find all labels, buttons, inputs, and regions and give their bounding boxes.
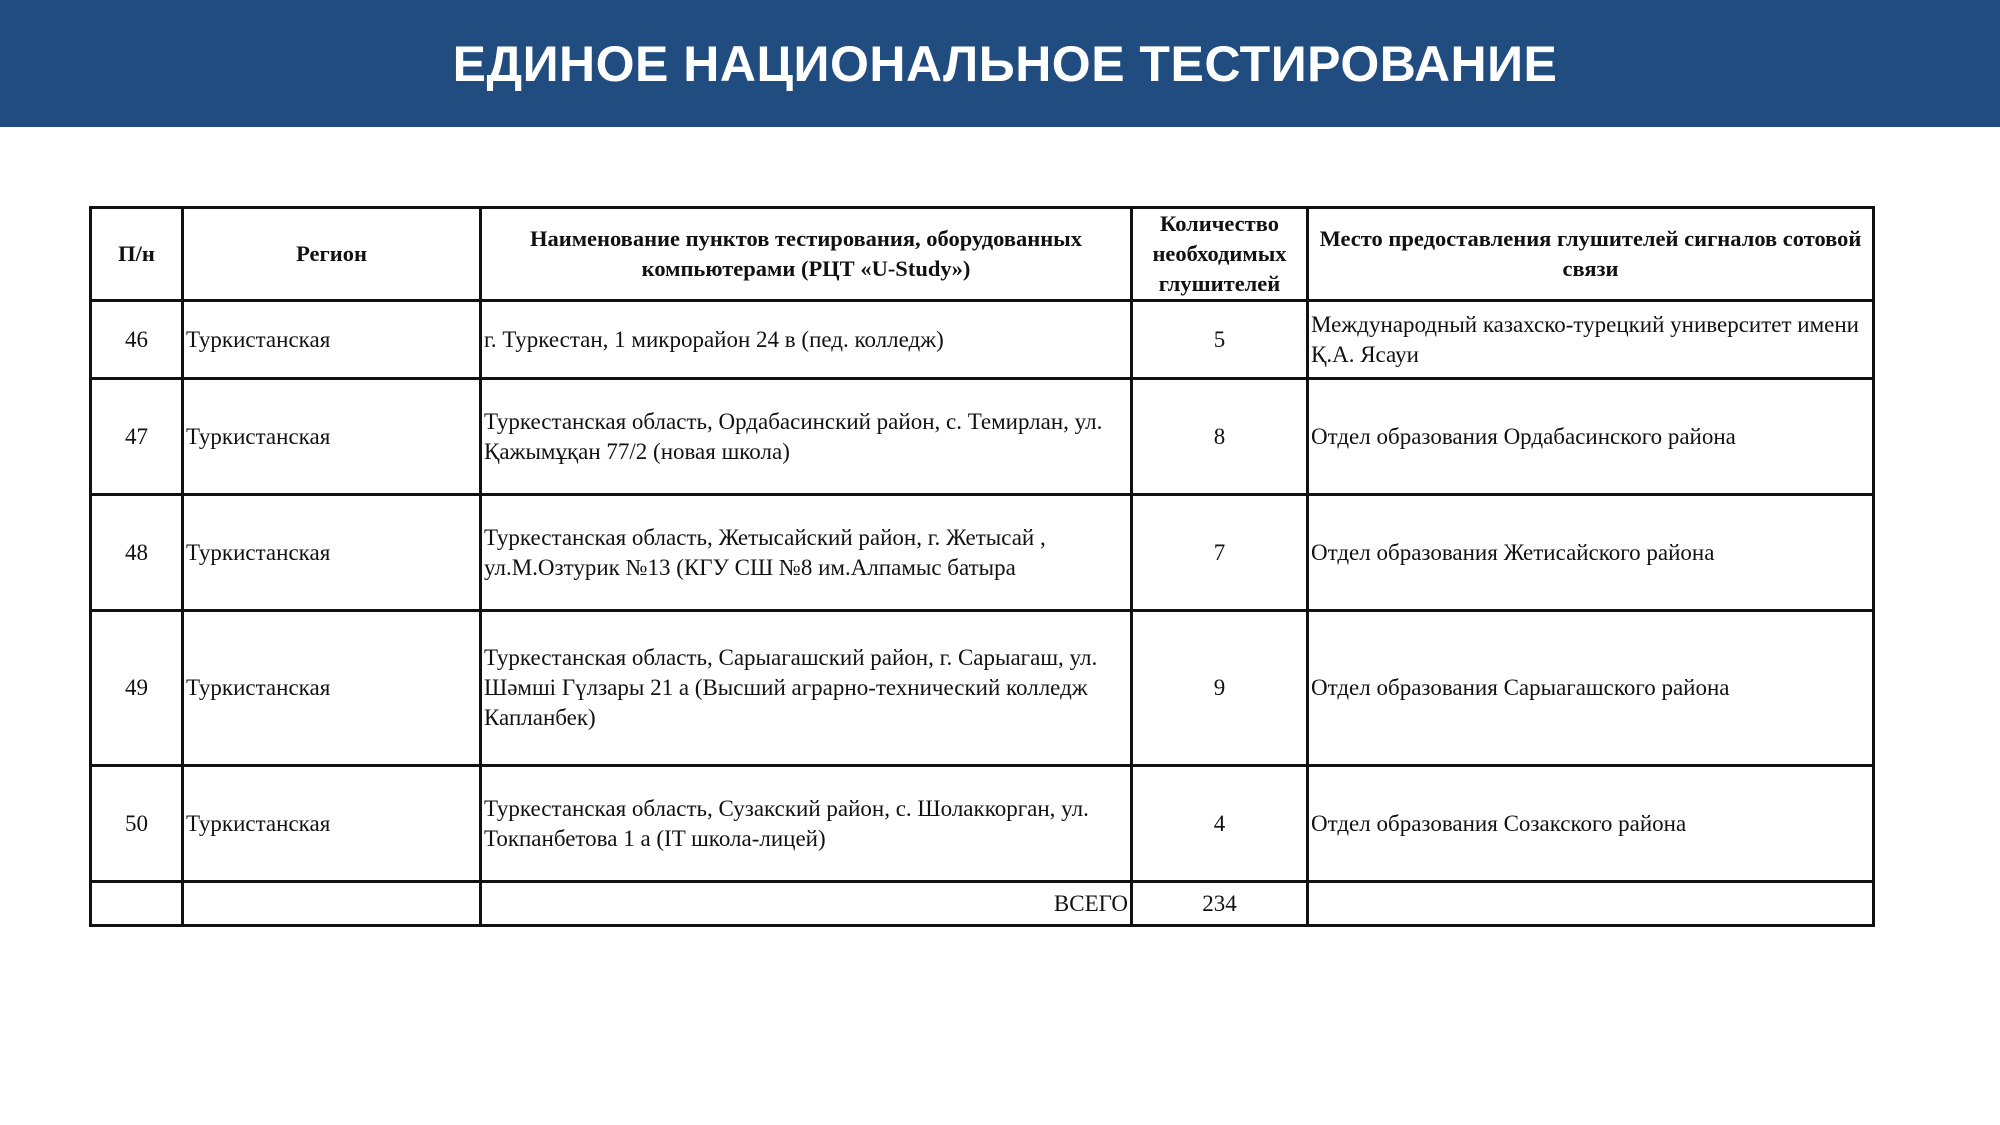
- header-bar: [0, 0, 2000, 127]
- page-title: ЕДИНОЕ НАЦИОНАЛЬНОЕ ТЕСТИРОВАНИЕ: [452, 35, 1558, 92]
- table-row: [91, 611, 1874, 766]
- column-header-jammer-count: Количество необходимых глушителей: [1132, 208, 1308, 301]
- row-testing-point: Туркестанская область, Сарыагашский район, г. Сарыагаш, ул. Шәмші Гүлзары 21 а (Высший аграрно-технический колледж Капланбек): [481, 611, 1132, 766]
- total-empty-cell: [91, 882, 183, 926]
- row-jammer-place: Отдел образования Созакского района: [1308, 766, 1874, 882]
- table-container: [89, 206, 1872, 927]
- total-empty-cell: [1308, 882, 1874, 926]
- row-testing-point: Туркестанская область, Жетысайский район, г. Жетысай , ул.М.Озтурик №13 (КГУ СШ №8 им.Алпамыс батыра: [481, 495, 1132, 611]
- column-header-number: П/н: [91, 208, 183, 301]
- row-jammer-place: Отдел образования Сарыагашского района: [1308, 611, 1874, 766]
- row-testing-point: Туркестанская область, Ордабасинский район, с. Темирлан, ул. Қажымұқан 77/2 (новая школа): [481, 379, 1132, 495]
- row-jammer-place: Отдел образования Жетисайского района: [1308, 495, 1874, 611]
- row-number: 50: [91, 766, 183, 882]
- table-row: [91, 301, 1874, 379]
- testing-points-table: [89, 206, 1875, 927]
- row-jammer-count: 4: [1132, 766, 1308, 882]
- row-jammer-count: 7: [1132, 495, 1308, 611]
- table-header-row: [91, 208, 1874, 301]
- total-row: [91, 882, 1874, 926]
- row-number: 48: [91, 495, 183, 611]
- row-jammer-count: 5: [1132, 301, 1308, 379]
- row-number: 47: [91, 379, 183, 495]
- row-testing-point: г. Туркестан, 1 микрорайон 24 в (пед. колледж): [481, 301, 1132, 379]
- row-number: 49: [91, 611, 183, 766]
- row-region: Туркистанская: [183, 379, 481, 495]
- column-header-jammer-place: Место предоставления глушителей сигналов сотовой связи: [1308, 208, 1874, 301]
- row-jammer-count: 8: [1132, 379, 1308, 495]
- row-region: Туркистанская: [183, 766, 481, 882]
- row-region: Туркистанская: [183, 301, 481, 379]
- row-jammer-count: 9: [1132, 611, 1308, 766]
- row-number: 46: [91, 301, 183, 379]
- row-jammer-place: Отдел образования Ордабасинского района: [1308, 379, 1874, 495]
- column-header-region: Регион: [183, 208, 481, 301]
- row-jammer-place: Международный казахско-турецкий университет имени Қ.А. Ясауи: [1308, 301, 1874, 379]
- row-testing-point: Туркестанская область, Сузакский район, с. Шолаккорган, ул. Токпанбетова 1 а (IT школа-лицей): [481, 766, 1132, 882]
- table-row: [91, 495, 1874, 611]
- total-label: ВСЕГО: [481, 882, 1132, 926]
- total-empty-cell: [183, 882, 481, 926]
- table-row: [91, 766, 1874, 882]
- table-row: [91, 379, 1874, 495]
- column-header-testing-point: Наименование пунктов тестирования, оборудованных компьютерами (РЦТ «U-Study»): [481, 208, 1132, 301]
- row-region: Туркистанская: [183, 611, 481, 766]
- total-value: 234: [1132, 882, 1308, 926]
- row-region: Туркистанская: [183, 495, 481, 611]
